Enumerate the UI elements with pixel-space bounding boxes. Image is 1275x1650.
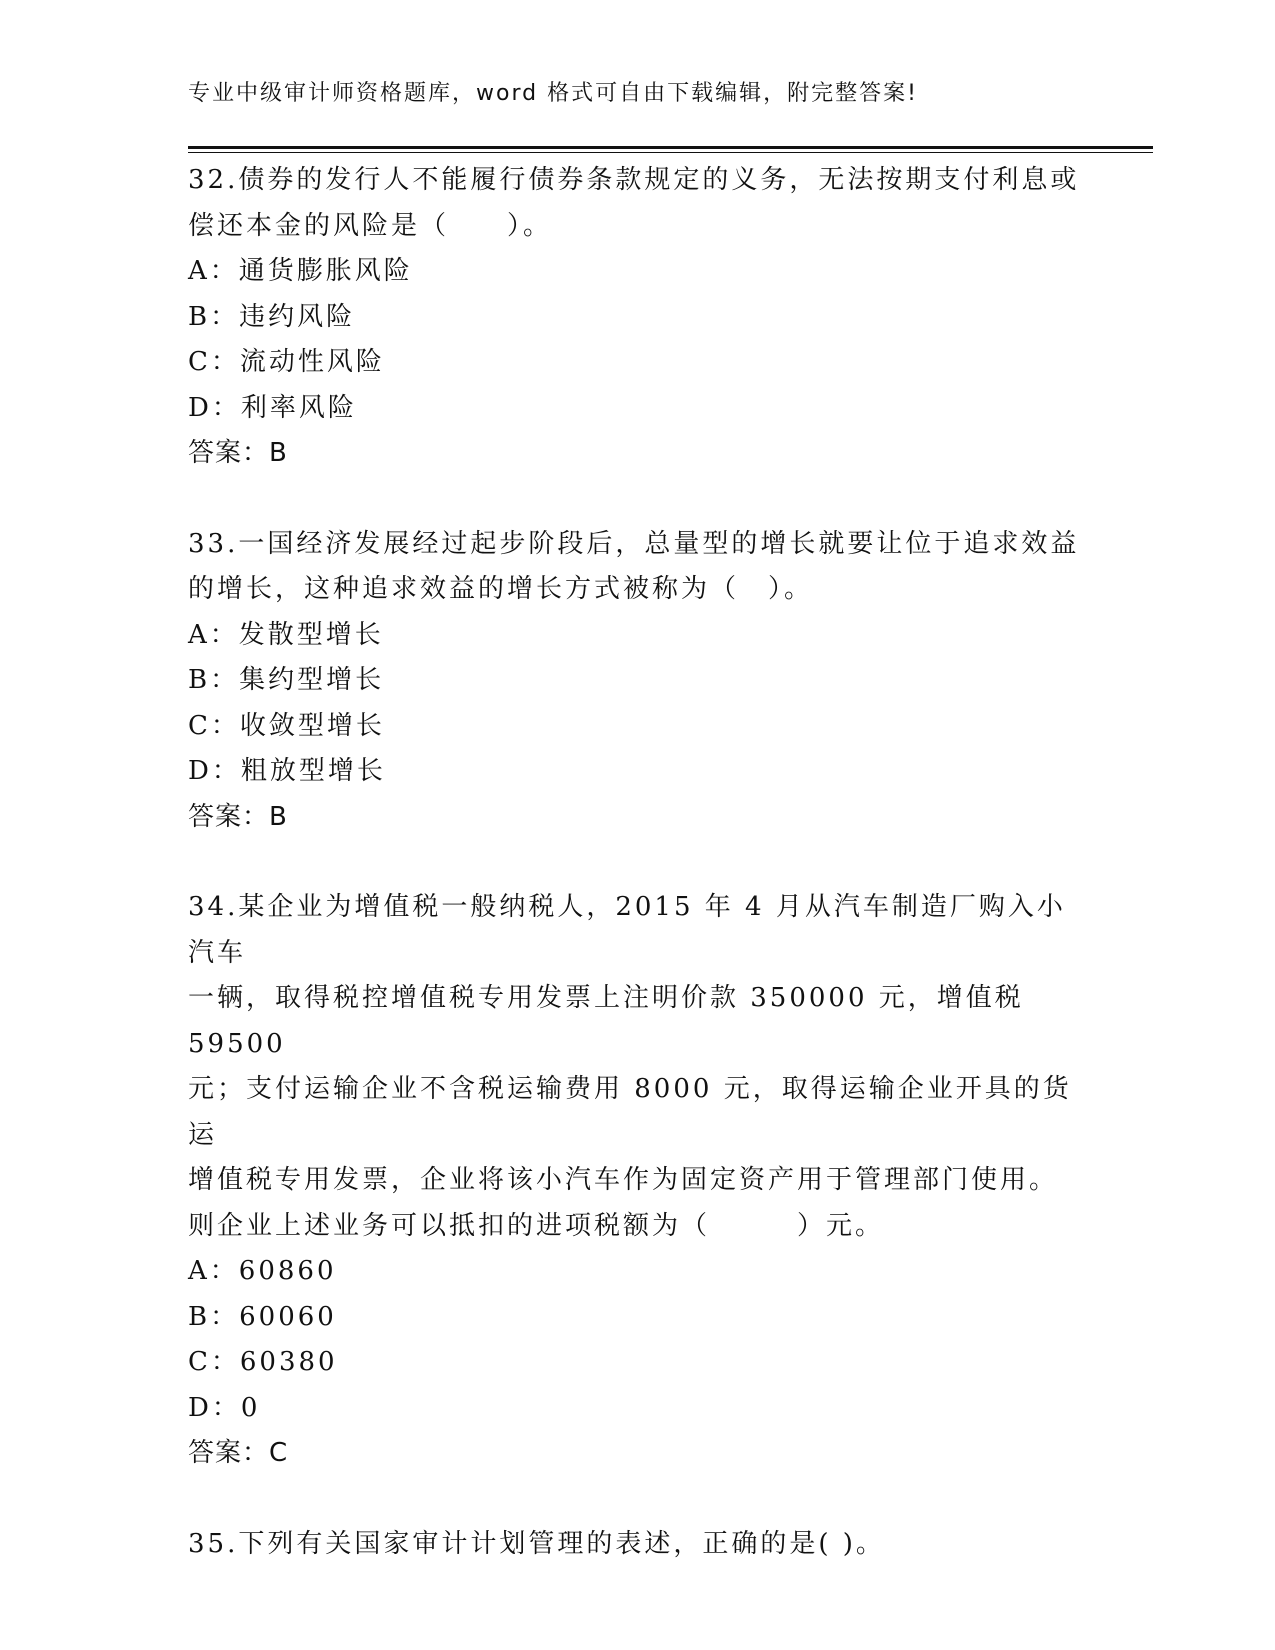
option-c: C：收敛型增长 [188,710,385,741]
option-d: D：0 [188,1392,261,1423]
option-b: B：违约风险 [188,301,356,332]
option-a: A：发散型增长 [188,619,384,650]
question-list [188,158,1088,1567]
answer-line: 答案：C [188,1438,289,1468]
spacer [188,840,1088,885]
option-b: B：60060 [188,1301,337,1332]
answer-line: 答案：B [188,801,288,832]
option-a: A：通货膨胀风险 [188,256,413,286]
option-a: A：60860 [188,1256,337,1286]
question-block [188,158,1088,477]
spacer [188,477,1088,522]
spacer [188,1477,1088,1522]
question-block [188,885,1088,1477]
page-header: 专业中级审计师资格题库，word 格式可自由下载编辑，附完整答案! [188,81,918,106]
question-stem: 33.一国经济发展经过起步阶段后，总量型的增长就要让位于追求效益 的增长，这种追求效益的增长方式被称为（ ）。 [188,528,1080,604]
question-stem: 32.债券的发行人不能履行债券条款规定的义务，无法按期支付利息或 偿还本金的风险是（ ）。 [188,165,1080,241]
option-d: D：利率风险 [188,392,357,423]
option-c: C：流动性风险 [188,347,385,377]
question-stem: 34.某企业为增值税一般纳税人，2015 年 4 月从汽车制造厂购入小汽车 一辆，取得税控增值税专用发票上注明价款 350000 元，增值税 59500 元；支付运输企业不含税运输费用 8000 元，取得运输企业开具的货运 增值税专用发票，企业将该小汽车作为固定资产用于管理部门使用。 则企业上述业务可以抵扣的进项税额为（ ）元。 [188,892,1072,1241]
header-divider-thin [188,152,1153,153]
question-block [188,1522,1088,1568]
question-block [188,522,1088,841]
option-b: B：集约型增长 [188,665,385,695]
option-d: D：粗放型增长 [188,756,386,786]
header-divider [188,146,1153,149]
option-c: C：60380 [188,1347,338,1377]
question-stem: 35.下列有关国家审计计划管理的表述，正确的是( )。 [188,1528,885,1559]
answer-line: 答案：B [188,438,288,468]
